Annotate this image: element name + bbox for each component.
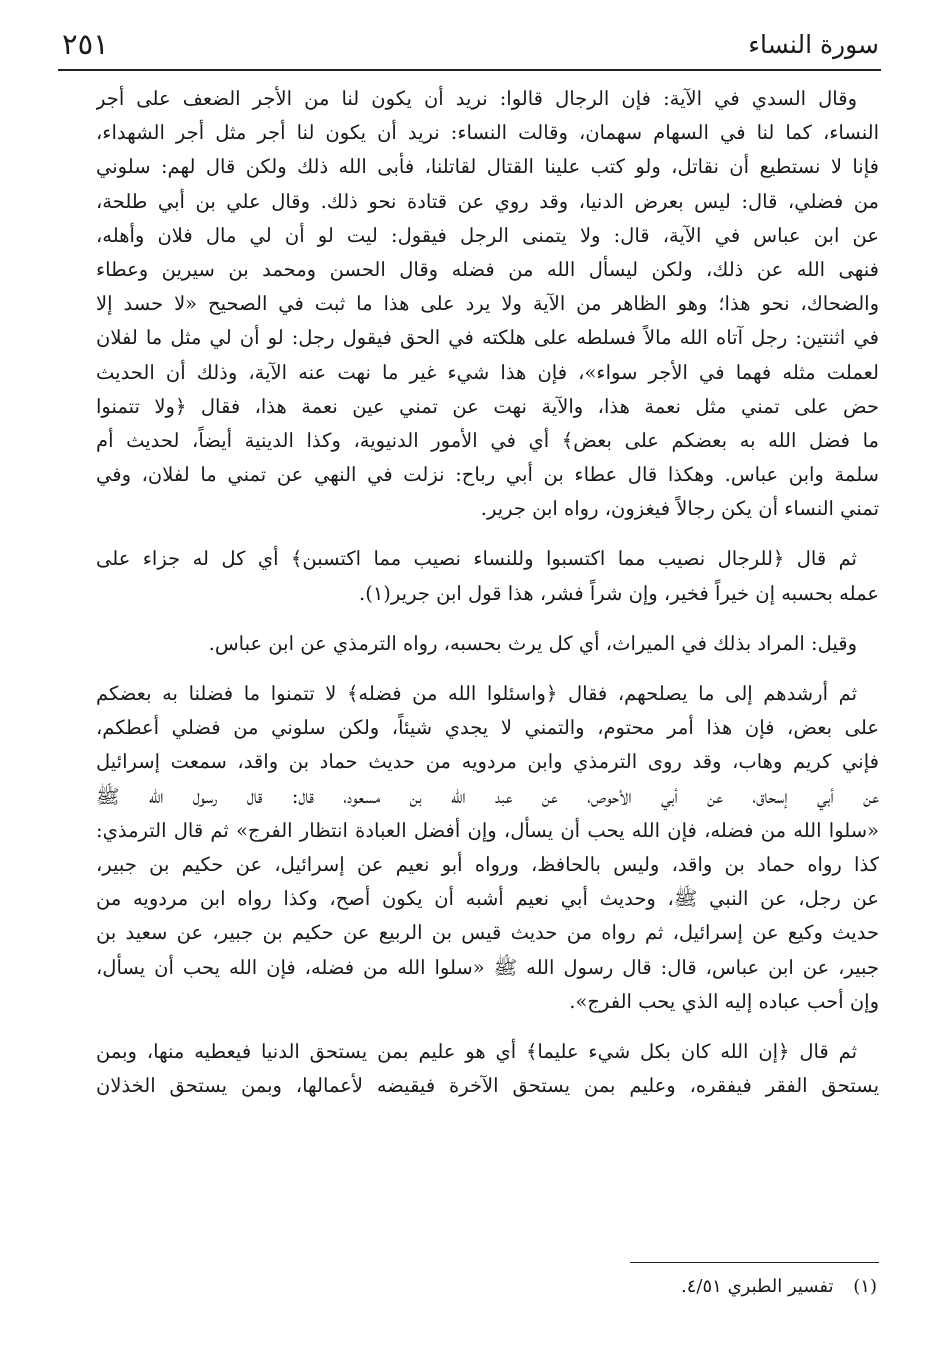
text-line: في اثنتين: رجل آتاه الله مالاً فسلطه على هلكته في الحق فيقول رجل: لو أن لي مثل ما لفلان [96,326,879,350]
text-line: حض على تمني مثل نعمة هذا، والآية نهت عن تمني عين نعمة هذا، فقال ﴿ولا تتمنوا [96,394,879,418]
text-line: ثم قال ﴿للرجال نصيب مما اكتسبوا وللنساء نصيب مما اكتسبن﴾ أي كل له جزاء على [96,547,857,571]
text-line: سلمة وابن عباس. وهكذا قال عطاء بن أبي رباح: نزلت في النهي عن تمني ما لفلان، وفي [96,463,879,487]
text-line: ثم قال ﴿إن الله كان بكل شيء عليما﴾ أي هو عليم بمن يستحق الدنيا فيعطيه منها، وبمن [96,1039,857,1063]
text-line: والضحاك، نحو هذا؛ وهو الظاهر من الآية ولا يرد على هذا ما ثبت في الصحيح «لا حسد إلا [96,292,879,316]
text-line: «سلوا الله من فضله، فإن الله يحب أن يسأل، وإن أفضل العبادة انتظار الفرج» ثم قال الترمذي: [96,818,879,842]
text-line: من فضلي، قال: ليس بعرض الدنيا، وقد روي عن قتادة نحو ذلك. وقال علي بن أبي طلحة، [96,189,879,213]
footnote-marker: (١) [853,1276,877,1297]
footnote [57,1272,877,1302]
text-line: يستحق الفقر فيفقره، وعليم بمن يستحق الآخرة فيقيضه لأعمالها، وبمن يستحق الخذلان [96,1074,879,1098]
page-header [62,22,879,66]
page-number: ٢٥١ [62,27,109,61]
paragraph [96,542,879,610]
text-line: ثم أرشدهم إلى ما يصلحهم، فقال ﴿واسئلوا الله من فضله﴾ لا تتمنوا ما فضلنا به بعضكم [96,682,857,705]
text-line: لعملت مثله فهما في الأجر سواء»، فإن هذا شيء غير ما نهت عنه الآية، وذلك أن الحديث [96,360,879,384]
text-line: وإن أحب عباده إليه الذي يحب الفرج». [569,989,879,1013]
text-line: النساء، كما لنا في السهام سهمان، وقالت النساء: نريد أن يكون لنا أجر مثل أجر الشهداء، [96,121,879,145]
paragraph [96,627,879,661]
text-line: فنهى الله عن ذلك، ولكن ليسأل الله من فضله وقال الحسن ومحمد بن سيرين وعطاء [96,257,879,281]
text-line: فإنا لا نستطيع أن نقاتل، ولو كتب علينا القتال لقاتلنا، فأبى الله ذلك ولكن قال لهم: سلوني [96,155,879,179]
footnote-text: تفسير الطبري ٤/٥١. [681,1276,834,1297]
text-line: ما فضل الله به بعضكم على بعض﴾ أي في الأمور الدنيوية، وكذا الدينية أيضاً، لحديث أم [96,428,879,452]
text-line: كذا رواه حماد بن واقد، وليس بالحافظ، ورواه أبو نعيم عن إسرائيل، عن حكيم بن جبير، [96,852,879,876]
header-divider [58,69,881,71]
text-line: عن أبي إسحاق، عن أبي الأحوص، عن عبد الله بن مسعود، قال: قال رسول الله ﷺ [96,784,879,808]
text-line: على بعض، فإن هذا أمر محتوم، والتمني لا يجدي شيئاً، ولكن سلوني من فضلي أعطكم، [96,716,879,740]
text-line: فإني كريم وهاب، وقد روى الترمذي وابن مردويه من حديث حماد بن واقد، سمعت إسرائيل [96,750,879,774]
text-line: حديث وكيع عن إسرائيل، ثم رواه من حديث قيس بن الربيع عن حكيم بن جبير، عن سعيد بن [96,921,879,945]
text-line: عن رجل، عن النبي ﷺ، وحديث أبي نعيم أشبه أن يكون أصح، وكذا رواه ابن مردويه من [96,887,879,911]
text-line: عن ابن عباس في الآية، قال: ولا يتمنى الرجل فيقول: ليت لو أن لي مال فلان وأهله، [96,223,879,247]
text-line: وقيل: المراد بذلك في الميراث، أي كل يرث بحسبه، رواه الترمذي عن ابن عباس. [208,631,857,655]
paragraph [96,677,879,1019]
paragraph [96,1035,879,1103]
text-line: عمله بحسبه إن خيراً فخير، وإن شراً فشر، هذا قول ابن جرير(١). [359,581,879,605]
footnote-divider [630,1262,879,1263]
page-body [96,82,879,1119]
surah-title: سورة النساء [748,29,879,59]
text-line: جبير، عن ابن عباس، قال: قال رسول الله ﷺ «سلوا الله من فضله، فإن الله يحب أن يسأل، [96,955,879,979]
paragraph [96,82,879,526]
text-line: وقال السدي في الآية: فإن الرجال قالوا: نريد أن يكون لنا من الأجر الضعف على أجر [96,87,857,110]
text-line: تمني النساء أن يكن رجالاً فيغزون، رواه ابن جرير. [480,497,879,521]
